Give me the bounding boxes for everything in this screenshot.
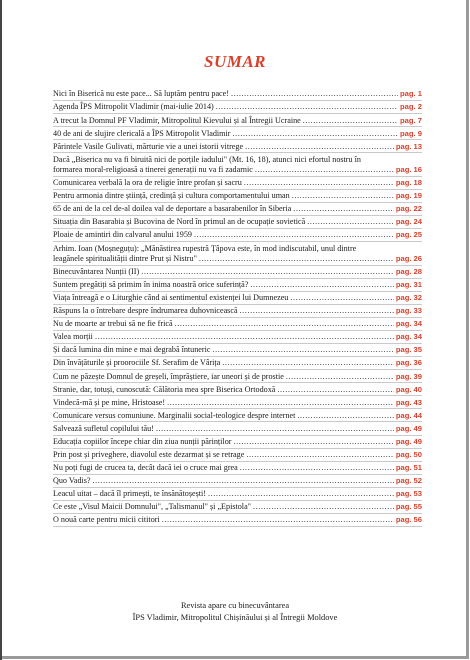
toc-entry[interactable] <box>53 501 422 514</box>
toc-entry[interactable] <box>53 190 422 203</box>
toc-entry-page: pag. 7 <box>400 115 422 125</box>
toc-entry-page: pag. 53 <box>395 489 422 499</box>
toc-entry-title: Părintele Vasile Gulivati, mărturie vie a unei istorii vitrege <box>53 141 244 151</box>
toc-entry-line <box>53 372 422 382</box>
table-of-contents <box>53 88 422 527</box>
toc-entry-page: pag. 25 <box>395 230 422 240</box>
toc-entry-line <box>53 502 422 512</box>
toc-entry-line <box>53 116 422 126</box>
toc-entry-page: pag. 13 <box>395 141 422 151</box>
toc-entry[interactable] <box>53 140 422 153</box>
dot-leader <box>245 142 394 152</box>
toc-entry-line <box>53 280 422 290</box>
dot-leader <box>246 450 394 460</box>
dot-leader <box>222 358 394 368</box>
toc-entry[interactable] <box>53 449 422 462</box>
toc-entry[interactable] <box>53 216 422 229</box>
toc-entry-page: pag. 31 <box>395 280 422 289</box>
toc-entry-title: Agenda ÎPS Mitropolit Vladimir (mai-iulie 2014) <box>53 102 214 112</box>
toc-entry-page: pag. 26 <box>395 253 422 263</box>
toc-entry-line <box>53 489 422 499</box>
toc-entry-title: Cum ne păzește Domnul de greșeli, împrăștiere, iar uneori și de prostie <box>53 371 284 381</box>
toc-entry-title: Din învățăturile și proorociile Sf. Serafim de Vârița <box>53 358 221 368</box>
toc-entry-line <box>53 89 422 99</box>
dot-leader <box>212 345 393 355</box>
dot-leader <box>240 463 394 473</box>
dot-leader <box>208 489 394 499</box>
dot-leader <box>233 437 393 447</box>
toc-entry[interactable] <box>53 331 422 344</box>
page-title: SUMAR <box>203 52 267 71</box>
toc-entry[interactable] <box>53 292 422 305</box>
toc-entry-page: pag. 34 <box>395 319 422 329</box>
toc-entry[interactable] <box>53 514 422 527</box>
toc-entry-page: pag. 52 <box>395 476 422 486</box>
toc-entry-title: O nouă carte pentru micii cititori <box>53 515 160 525</box>
toc-entry[interactable] <box>53 101 422 114</box>
toc-entry[interactable] <box>53 127 422 140</box>
dot-leader <box>216 102 398 112</box>
dot-leader <box>244 178 394 188</box>
toc-entry[interactable] <box>53 279 422 292</box>
dot-leader <box>194 230 394 240</box>
toc-entry[interactable] <box>53 305 422 318</box>
dot-leader <box>307 217 394 227</box>
dot-leader <box>297 411 393 421</box>
dot-leader <box>175 319 394 329</box>
dot-leader <box>93 476 394 486</box>
toc-entry-page: pag. 22 <box>395 204 422 214</box>
toc-entry-page: pag. 50 <box>395 450 422 460</box>
toc-entry-line <box>53 230 422 240</box>
toc-entry[interactable] <box>53 475 422 488</box>
toc-entry-line <box>53 204 422 214</box>
dot-leader <box>293 204 394 214</box>
toc-entry-line <box>53 345 422 355</box>
dot-leader <box>290 293 393 303</box>
toc-entry-line <box>53 102 422 112</box>
toc-entry-title: Educația copiilor începe chiar din ziua nunții părinților <box>53 436 232 446</box>
toc-entry[interactable] <box>53 114 422 127</box>
dot-leader <box>231 89 398 99</box>
toc-entry[interactable] <box>53 409 422 422</box>
toc-entry-title: Nu poți fugi de crucea ta, decât dacă iei o cruce mai grea <box>53 463 238 473</box>
toc-entry[interactable] <box>53 462 422 475</box>
footer-line-2: ÎPS Vladimir, Mitropolitul Chișinăului și al Întregii Moldove <box>132 613 338 622</box>
toc-entry[interactable] <box>53 422 422 435</box>
toc-entry-line <box>53 319 422 329</box>
toc-entry-line <box>53 306 422 316</box>
toc-entry-title: Pentru armonia dintre știință, credință și cultura comportamentului uman <box>53 191 290 201</box>
toc-entry-title: Comunicarea verbală la ora de religie între profan și sacru <box>53 178 242 188</box>
dot-leader <box>253 502 394 512</box>
footer-line-1: Revista apare cu binecuvântarea <box>180 601 290 610</box>
dot-leader <box>141 267 394 277</box>
toc-entry-line <box>53 254 422 264</box>
toc-entry-page: pag. 32 <box>395 293 422 303</box>
toc-entry-line <box>53 437 422 447</box>
toc-entry-page: pag. 19 <box>395 191 422 201</box>
dot-leader <box>240 306 394 316</box>
toc-entry-page: pag. 51 <box>395 463 422 473</box>
dot-leader <box>286 372 394 382</box>
toc-entry-title: Viața întreagă e o Liturghie când ai sentimentul existenței lui Dumnezeu <box>53 293 289 303</box>
toc-entry-title: Nu de moarte ar trebui să ne fie frică <box>53 319 173 329</box>
dot-leader <box>232 129 398 139</box>
binding-edge <box>0 0 2 660</box>
toc-entry-title: Și dacă lumina din mine e mai degrabă întuneric <box>53 345 211 355</box>
toc-entry[interactable] <box>53 177 422 190</box>
toc-entry-title-line-1: Arhim. Ioan (Moșneguțu): „Mănăstirea rupestră Țâpova este, în mod indiscutabil, unul dintre <box>53 243 357 253</box>
toc-entry-page: pag. 16 <box>395 165 422 175</box>
toc-entry-page: pag. 34 <box>395 332 422 342</box>
toc-entry[interactable] <box>53 203 422 216</box>
toc-entry-page: pag. 55 <box>395 502 422 512</box>
dot-leader <box>156 424 394 434</box>
toc-entry-page: pag. 56 <box>395 515 422 525</box>
toc-entry-title: Stranie, dar, totuși, cunoscută: Călătoria mea spre Biserica Ortodoxă <box>53 384 276 394</box>
toc-entry-page: pag. 33 <box>395 306 422 316</box>
toc-entry-line <box>53 129 422 139</box>
toc-entry-title: A trecut la Domnul PF Vladimir, Mitropolitul Kievului și al Întregii Ucraine <box>53 115 301 125</box>
toc-entry-line <box>53 293 422 303</box>
dot-leader <box>292 191 394 201</box>
toc-entry-line <box>53 142 422 152</box>
toc-entry[interactable] <box>53 344 422 357</box>
toc-entry-title: Quo Vadis? <box>53 476 91 486</box>
toc-entry-title: Situația din Basarabia și Bucovina de Nord în primul an de ocupație sovietică <box>53 217 306 227</box>
toc-entry[interactable] <box>53 153 422 176</box>
toc-entry-page: pag. 36 <box>395 358 422 368</box>
toc-entry[interactable] <box>53 370 422 383</box>
toc-entry-title: Binecuvântarea Nunții (II) <box>53 266 140 276</box>
toc-entry-line <box>53 476 422 486</box>
toc-entry-line <box>53 165 422 175</box>
toc-entry-title: Răspuns la o întrebare despre îndrumarea duhovnicească <box>53 306 238 316</box>
toc-entry-title: Ce este „Visul Maicii Domnului", „Talismanul" și „Epistola" <box>53 502 251 512</box>
toc-entry-page: pag. 9 <box>400 128 422 138</box>
toc-entry-line <box>53 332 422 342</box>
toc-entry-page: pag. 44 <box>395 410 422 420</box>
toc-entry-page: pag. 18 <box>395 178 422 188</box>
toc-entry[interactable] <box>53 229 422 242</box>
toc-entry-line <box>53 411 422 421</box>
toc-entry[interactable] <box>53 396 422 409</box>
dot-leader <box>167 398 394 408</box>
toc-entry-line <box>53 358 422 368</box>
toc-entry-line <box>53 178 422 188</box>
toc-entry-page: pag. 24 <box>395 217 422 227</box>
toc-entry-title: Salvează sufletul copilului tău! <box>53 423 154 433</box>
toc-entry-page: pag. 43 <box>395 397 422 407</box>
toc-entry-title: Nici în Biserică nu este pace... Să luptăm pentru pace! <box>53 89 229 99</box>
toc-entry-page: pag. 2 <box>400 102 422 112</box>
dot-leader <box>250 280 393 290</box>
footer <box>0 600 470 624</box>
toc-entry[interactable] <box>53 436 422 449</box>
toc-entry-page: pag. 49 <box>395 436 422 446</box>
toc-entry-page: pag. 1 <box>400 89 422 99</box>
toc-entry[interactable] <box>53 318 422 331</box>
toc-entry-title: leagănele spiritualității dintre Prut și Nistru" <box>53 253 197 263</box>
dot-leader <box>95 332 394 342</box>
dot-leader <box>255 165 394 175</box>
toc-entry[interactable] <box>53 88 422 101</box>
dot-leader <box>199 254 394 264</box>
toc-entry-line <box>53 217 422 227</box>
toc-entry-line <box>53 515 422 525</box>
toc-entry[interactable] <box>53 242 422 265</box>
toc-entry-title: 40 de ani de slujire clericală a ÎPS Mitropolit Vladimir <box>53 128 231 138</box>
toc-entry-title: 65 de ani de la cel de-al doilea val de deportare a basarabenilor în Siberia <box>53 204 292 214</box>
toc-entry-title: Leacul uitat – dacă îl primești, te însănătoșești! <box>53 489 206 499</box>
toc-entry-line <box>53 463 422 473</box>
toc-entry[interactable] <box>53 357 422 370</box>
toc-entry-title-line-1: Dacă „Biserica nu va fi biruită nici de porțile iadului" (Mt. 16, 18), atunci nici efortul nostru în <box>53 154 361 164</box>
toc-entry-page: pag. 28 <box>395 266 422 276</box>
toc-entry-line <box>53 385 422 395</box>
toc-entry-title: Vindecă-mă și pe mine, Hristoase! <box>53 397 166 407</box>
toc-entry[interactable] <box>53 488 422 501</box>
toc-entry[interactable] <box>53 266 422 279</box>
toc-entry-title: formarea moral-religioasă a tinerei generații nu va fi zadarnic <box>53 165 253 175</box>
toc-entry-line <box>53 398 422 408</box>
toc-entry-line <box>53 191 422 201</box>
toc-entry-page: pag. 35 <box>395 345 422 355</box>
toc-entry-title: Prin post și priveghere, diavolul este dezarmat și se retrage <box>53 450 245 460</box>
toc-entry-page: pag. 49 <box>395 423 422 433</box>
dot-leader <box>303 116 398 126</box>
dot-leader <box>162 515 394 525</box>
toc-entry-title: Comunicare versus comuniune. Marginalii social-teologice despre internet <box>53 410 296 420</box>
toc-entry-title: Valea morții <box>53 332 93 342</box>
toc-entry-line <box>53 267 422 277</box>
dot-leader <box>277 385 393 395</box>
toc-entry-line <box>53 424 422 434</box>
toc-entry-page: pag. 39 <box>395 371 422 381</box>
toc-entry[interactable] <box>53 383 422 396</box>
toc-entry-page: pag. 40 <box>395 384 422 394</box>
toc-entry-line <box>53 450 422 460</box>
toc-entry-title: Ploaie de amintiri din calvarul anului 1959 <box>53 230 192 240</box>
toc-entry-title: Suntem pregătiți să primim în inima noastră orice suferință? <box>53 280 249 289</box>
